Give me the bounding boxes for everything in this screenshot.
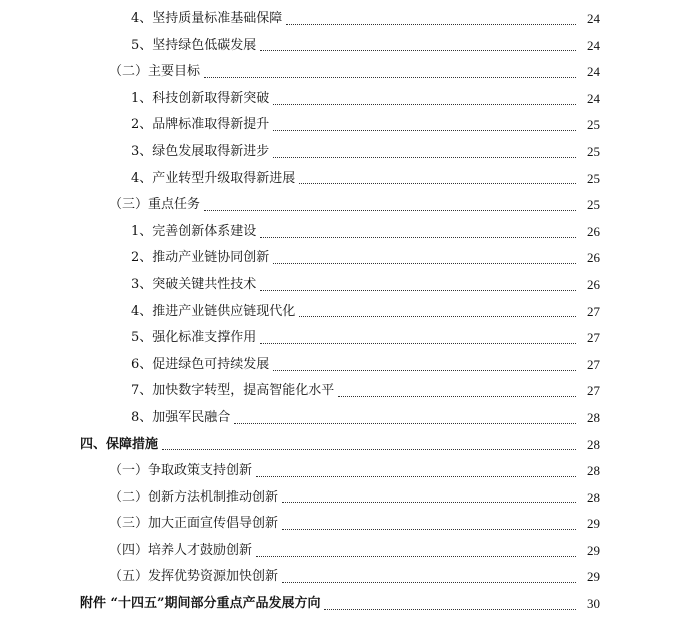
toc-entry-title: 4、产业转型升级取得新进展	[131, 170, 296, 186]
toc-page-number: 28	[587, 489, 600, 505]
toc-entry[interactable]	[0, 86, 678, 113]
toc-leader-dots	[273, 157, 576, 158]
toc-section-entry[interactable]	[0, 511, 678, 538]
toc-entry[interactable]	[0, 219, 678, 246]
toc-leader-dots	[338, 396, 576, 397]
toc-entry[interactable]	[0, 299, 678, 326]
toc-entry-title: 5、强化标准支撑作用	[131, 330, 257, 346]
toc-leader-dots	[260, 343, 576, 344]
toc-leader-dots	[273, 130, 576, 131]
toc-leader-dots	[324, 609, 576, 610]
toc-leader-dots	[286, 24, 576, 25]
toc-leader-dots	[234, 423, 576, 424]
toc-page-number: 25	[587, 197, 600, 213]
toc-page-number: 24	[587, 11, 600, 26]
toc-entry-title: （一）争取政策支持创新	[109, 463, 253, 479]
toc-entry-title: 2、品牌标准取得新提升	[131, 117, 270, 133]
toc-leader-dots	[282, 582, 576, 583]
toc-entry[interactable]	[0, 112, 678, 139]
toc-entry-title: （二）创新方法机制推动创新	[109, 489, 279, 505]
toc-entry[interactable]	[0, 352, 678, 379]
toc-page-number: 25	[587, 143, 600, 159]
toc-page-number: 29	[587, 516, 600, 532]
toc-leader-dots	[260, 290, 576, 291]
toc-leader-dots	[282, 529, 576, 530]
toc-entry-title: （四）培养人才鼓励创新	[109, 542, 253, 558]
toc-entry-title: 5、坚持绿色低碳发展	[131, 37, 257, 53]
toc-entry[interactable]	[0, 405, 678, 432]
toc-entry-title: 4、坚持质量标准基础保障	[131, 11, 283, 26]
toc-entry-title: 四、保障措施	[80, 436, 159, 452]
toc-page-number: 25	[587, 117, 600, 133]
toc-leader-dots	[260, 50, 576, 51]
toc-entry-title: 1、科技创新取得新突破	[131, 90, 270, 106]
toc-page-number: 26	[587, 223, 600, 239]
table-of-contents	[0, 6, 678, 618]
toc-leader-dots	[273, 370, 576, 371]
toc-entry-title: （三）重点任务	[109, 197, 201, 213]
toc-entry[interactable]	[0, 33, 678, 60]
toc-section-entry[interactable]	[0, 458, 678, 485]
toc-appendix-entry[interactable]	[0, 591, 678, 618]
toc-leader-dots	[299, 316, 576, 317]
toc-entry-title: 4、推进产业链供应链现代化	[131, 303, 296, 319]
toc-page-number: 28	[587, 409, 600, 425]
toc-page-number: 24	[587, 37, 600, 53]
toc-leader-dots	[282, 502, 576, 503]
toc-leader-dots	[273, 104, 576, 105]
toc-entry-title: （二）主要目标	[109, 64, 201, 80]
toc-entry[interactable]	[0, 378, 678, 405]
toc-entry-title: 7、加快数字转型，提高智能化水平	[131, 383, 335, 399]
toc-page-number: 26	[587, 276, 600, 292]
toc-page-number: 29	[587, 569, 600, 585]
toc-page-number: 26	[587, 250, 600, 266]
toc-section-entry[interactable]	[0, 538, 678, 565]
toc-page-number: 25	[587, 170, 600, 186]
toc-entry[interactable]	[0, 245, 678, 272]
toc-leader-dots	[204, 210, 576, 211]
toc-page-number: 27	[587, 330, 600, 346]
toc-entry[interactable]	[0, 6, 678, 33]
toc-page-number: 29	[587, 542, 600, 558]
toc-entry[interactable]	[0, 139, 678, 166]
toc-entry-title: 3、绿色发展取得新进步	[131, 143, 270, 159]
toc-section-entry[interactable]	[0, 192, 678, 219]
toc-page-number: 28	[587, 463, 600, 479]
toc-leader-dots	[273, 263, 576, 264]
toc-entry-title: 6、促进绿色可持续发展	[131, 356, 270, 372]
toc-entry-title: 8、加强军民融合	[131, 409, 231, 425]
toc-entry-title: 1、完善创新体系建设	[131, 223, 257, 239]
toc-leader-dots	[204, 77, 576, 78]
toc-section-entry[interactable]	[0, 564, 678, 591]
toc-page-number: 27	[587, 356, 600, 372]
toc-page-number: 24	[587, 64, 600, 80]
toc-leader-dots	[256, 556, 576, 557]
toc-entry-title: （五）发挥优势资源加快创新	[109, 569, 279, 585]
toc-entry-title: 附件 “十四五”期间部分重点产品发展方向	[80, 596, 321, 612]
toc-entry-title: 3、突破关键共性技术	[131, 276, 257, 292]
toc-leader-dots	[256, 476, 576, 477]
toc-leader-dots	[299, 183, 576, 184]
toc-entry-title: （三）加大正面宣传倡导创新	[109, 516, 279, 532]
toc-section-entry[interactable]	[0, 59, 678, 86]
toc-page-number: 27	[587, 383, 600, 399]
toc-entry[interactable]	[0, 272, 678, 299]
toc-leader-dots	[260, 237, 576, 238]
toc-entry-title: 2、推动产业链协同创新	[131, 250, 270, 266]
toc-section-entry[interactable]	[0, 485, 678, 512]
toc-entry[interactable]	[0, 166, 678, 193]
toc-chapter-entry[interactable]	[0, 432, 678, 459]
toc-page-number: 30	[587, 596, 600, 612]
toc-page-number: 27	[587, 303, 600, 319]
toc-entry[interactable]	[0, 325, 678, 352]
toc-page-number: 24	[587, 90, 600, 106]
toc-leader-dots	[162, 449, 576, 450]
toc-page-number: 28	[587, 436, 600, 452]
